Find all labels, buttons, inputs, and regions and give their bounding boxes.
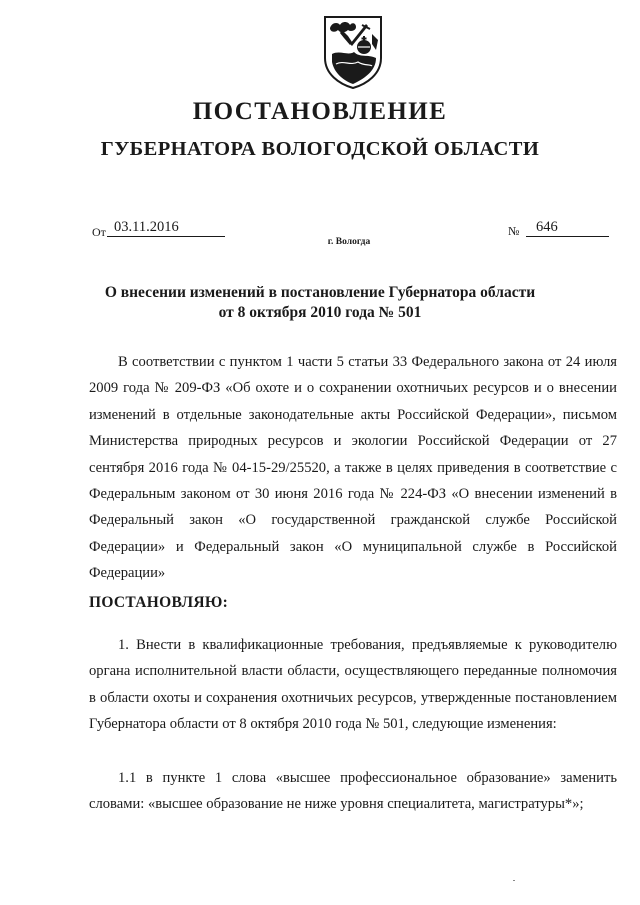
- subject-line-2: от 8 октября 2010 года № 501: [218, 304, 422, 321]
- scan-speck: [513, 880, 515, 881]
- vologda-coat-of-arms-icon: [322, 14, 384, 90]
- subject-line-1: О внесении изменений в постановление Губернатора области: [104, 284, 536, 301]
- number-field: 646: [526, 218, 609, 237]
- page-title: ПОСТАНОВЛЕНИЕ: [192, 98, 448, 125]
- date-field: 03.11.2016: [107, 218, 225, 237]
- clause-1-paragraph: 1. Внести в квалификационные требования, предъявляемые к руководителю органа исполнительной власти области, осуществляющего переданные полномочия в области охоты и сохранения охотничьих ресурсов, утвержденные постановлением Губернатора области от 8 октября 2010 года № 501, следующие изменения:: [89, 637, 617, 733]
- page-subtitle: ГУБЕРНАТОРА ВОЛОГОДСКОЙ ОБЛАСТИ: [100, 138, 540, 160]
- resolve-heading: ПОСТАНОВЛЯЮ:: [89, 594, 229, 611]
- preamble-paragraph: В соответствии с пунктом 1 части 5 статьи 33 Федерального закона от 24 июля 2009 года № 209-ФЗ «Об охоте и о сохранении охотничьих ресурсов и о внесении изменений в отдельные законодательные акты Российской Федерации», письмом Министерства природных ресурсов и экологии Российской Федерации от 27 сентября 2016 года № 04-15-29/25520, а также в целях приведения в соответствие с Федеральным законом от 30 июня 2016 года № 224-ФЗ «О внесении изменений в Федеральный закон «О государственной гражданской службе Российской Федерации» и Федеральный закон «О муниципальной службе в Российской Федерации»: [89, 354, 617, 582]
- document-subject: [0, 283, 640, 323]
- number-sign: №: [508, 224, 520, 238]
- clause-1-1-paragraph: 1.1 в пункте 1 слова «высшее профессиональное образование» заменить словами: «высшее образование не ниже уровня специалитета, магистратуры*»;: [89, 770, 617, 813]
- date-label: От: [92, 225, 106, 239]
- city-label: г. Вологда: [327, 237, 371, 247]
